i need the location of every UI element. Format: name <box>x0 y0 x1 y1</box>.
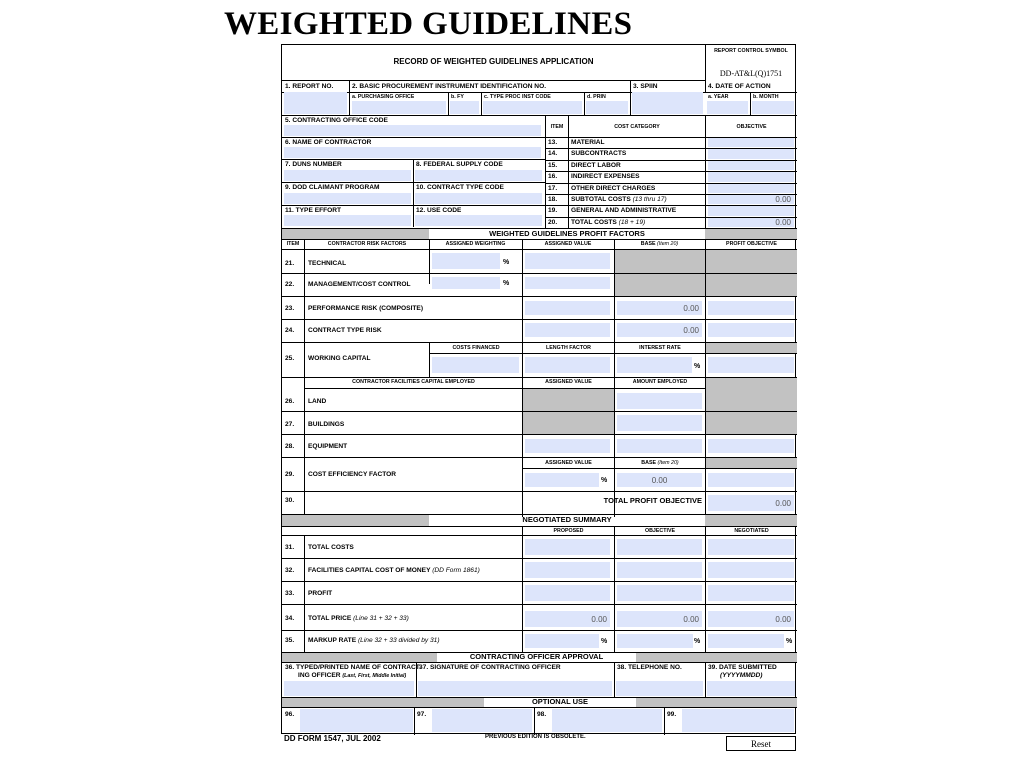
prin-input[interactable] <box>586 101 628 114</box>
date-of-action-label: 4. DATE OF ACTION <box>708 83 771 90</box>
row-26-number: 26. <box>285 398 295 405</box>
equipment-label: EQUIPMENT <box>308 443 348 450</box>
markup-rate-note: (Line 32 + 33 divided by 31) <box>357 637 440 644</box>
year-input[interactable] <box>707 101 748 114</box>
total-price-negotiated[interactable] <box>708 611 794 627</box>
total-price-label: TOTAL PRICE <box>308 615 352 622</box>
technical-label: TECHNICAL <box>308 260 347 267</box>
type-effort-input[interactable] <box>284 215 411 226</box>
row-35-number: 35. <box>285 637 295 644</box>
row-22-number: 22. <box>285 281 295 288</box>
typed-name-note: (Last, First, Middle Initial) <box>342 673 407 679</box>
report-no-label: 1. REPORT NO. <box>285 83 334 90</box>
cost-row-number: 20. <box>548 218 558 226</box>
total-price-objective[interactable] <box>617 611 702 627</box>
fac-header-assigned-value: ASSIGNED VALUE <box>545 379 592 385</box>
cost-row-objective-input[interactable] <box>708 206 794 215</box>
cost-efficiency-percent: % <box>601 477 608 484</box>
typed-name-label-line2: ING OFFICER <box>298 672 341 679</box>
management-weighting-input[interactable] <box>432 277 500 289</box>
cost-row-note: (18 + 19) <box>618 218 646 226</box>
equipment-objective-input[interactable] <box>708 439 794 453</box>
field-96-input[interactable] <box>300 709 413 732</box>
negotiated-summary-title: NEGOTIATED SUMMARY <box>522 516 612 524</box>
profit-factors-title: WEIGHTED GUIDELINES PROFIT FACTORS <box>489 230 645 238</box>
field-98-label: 98. <box>537 711 547 718</box>
facilities-cost-of-money-objective-input[interactable] <box>617 562 702 578</box>
cost-row-label: INDIRECT EXPENSES <box>571 173 640 181</box>
pf-header-risk-factors: CONTRACTOR RISK FACTORS <box>327 241 407 247</box>
approval-title: CONTRACTING OFFICER APPROVAL <box>469 653 604 661</box>
cost-row-label: GENERAL AND ADMINISTRATIVE <box>571 207 677 215</box>
contract-type-risk-label: CONTRACT TYPE RISK <box>308 327 382 334</box>
duns-number-input[interactable] <box>284 170 411 181</box>
length-factor-input[interactable] <box>525 357 610 373</box>
equipment-value-input[interactable] <box>525 439 610 453</box>
slide-title: WEIGHTED GUIDELINES <box>224 6 633 42</box>
total-costs-negotiated-input[interactable] <box>708 539 794 555</box>
row-25-number: 25. <box>285 355 295 362</box>
markup-rate-objective-input[interactable] <box>617 634 693 648</box>
cost-row-objective-input[interactable] <box>708 138 794 147</box>
cost-row-number: 18. <box>548 196 558 203</box>
cost-row-label: OTHER DIRECT CHARGES <box>571 184 656 192</box>
total-profit-objective-label: TOTAL PROFIT OBJECTIVE <box>603 497 702 505</box>
row-24-number: 24. <box>285 327 295 334</box>
markup-rate-label: MARKUP RATE <box>308 637 357 644</box>
cost-row-label: SUBCONTRACTS <box>571 150 627 158</box>
federal-supply-code-input[interactable] <box>415 170 542 181</box>
length-factor-label: LENGTH FACTOR <box>546 345 591 351</box>
cost-row-label: SUBTOTAL COSTS <box>571 196 631 203</box>
fy-input[interactable] <box>450 101 479 114</box>
type-proc-inst-code-label: c. TYPE PROC INST CODE <box>484 94 551 100</box>
costs-financed-input[interactable] <box>432 357 519 373</box>
fac-header-amount-employed: AMOUNT EMPLOYED <box>632 379 688 385</box>
purchasing-office-input[interactable] <box>352 101 446 114</box>
total-costs-proposed-input[interactable] <box>525 539 610 555</box>
land-amount-input[interactable] <box>617 393 702 409</box>
signature-input[interactable] <box>418 681 612 696</box>
contracting-office-code-input[interactable] <box>284 125 541 136</box>
contract-type-risk-value-input[interactable] <box>525 323 610 337</box>
signature-label: 37. SIGNATURE OF CONTRACTING OFFICER <box>419 664 561 671</box>
cost-row-number: 16. <box>548 173 558 181</box>
total-costs-label: TOTAL COSTS <box>308 544 354 551</box>
markup-rate-negotiated-input[interactable] <box>708 634 784 648</box>
field-99-input[interactable] <box>682 709 794 732</box>
buildings-label: BUILDINGS <box>308 421 345 428</box>
r29-header-base-note: (Item 20) <box>657 460 679 466</box>
facilities-cost-of-money-label: FACILITIES CAPITAL COST OF MONEY <box>308 567 431 574</box>
duns-number-label: 7. DUNS NUMBER <box>285 161 342 168</box>
report-no-input[interactable] <box>284 92 347 114</box>
cost-row-number: 14. <box>548 150 558 158</box>
month-input[interactable] <box>752 101 794 114</box>
contractor-name-input[interactable] <box>284 147 541 158</box>
federal-supply-code-label: 8. FEDERAL SUPPLY CODE <box>416 161 503 168</box>
form-title: RECORD OF WEIGHTED GUIDELINES APPLICATION <box>393 58 594 66</box>
ns-header-proposed: PROPOSED <box>553 528 584 534</box>
total-costs-number: 31. <box>285 544 295 551</box>
field-98-input[interactable] <box>552 709 662 732</box>
cost-row-note: (13 thru 17) <box>632 196 667 203</box>
r29-header-assigned-value: ASSIGNED VALUE <box>545 460 592 466</box>
management-percent: % <box>503 280 510 287</box>
cost-header-category: COST CATEGORY <box>614 124 660 130</box>
ns-header-negotiated: NEGOTIATED <box>734 528 769 534</box>
field-96-label: 96. <box>285 711 295 718</box>
profit-number: 33. <box>285 590 295 597</box>
use-code-input[interactable] <box>415 215 542 226</box>
cost-efficiency-value-input[interactable] <box>525 473 599 487</box>
markup-negotiated-percent: % <box>786 638 793 645</box>
facilities-cost-of-money-negotiated-input[interactable] <box>708 562 794 578</box>
performance-risk-base[interactable] <box>617 301 702 315</box>
year-label: a. YEAR <box>708 94 729 100</box>
report-control-symbol-label: REPORT CONTROL SYMBOL <box>714 48 788 54</box>
cost-header-item: ITEM <box>550 124 564 130</box>
typed-name-input[interactable] <box>284 681 414 696</box>
cost-row-objective-input[interactable] <box>708 172 794 181</box>
technical-weighting-input[interactable] <box>432 253 500 269</box>
profit-label: PROFIT <box>308 590 333 597</box>
cost-efficiency-objective-input[interactable] <box>708 473 794 487</box>
technical-value-input[interactable] <box>525 253 610 269</box>
field-97-label: 97. <box>417 711 427 718</box>
cost-row-objective-input[interactable] <box>708 184 794 193</box>
cost-row-objective-input[interactable] <box>708 218 794 227</box>
facilities-cost-of-money-number: 32. <box>285 567 295 574</box>
interest-rate-percent: % <box>694 363 701 370</box>
row-28-number: 28. <box>285 443 295 450</box>
total-price-proposed[interactable] <box>525 611 610 627</box>
cost-row-number: 19. <box>548 207 558 215</box>
markup-rate-proposed-input[interactable] <box>525 634 599 648</box>
cost-row-label: TOTAL COSTS <box>571 218 617 226</box>
land-label: LAND <box>308 398 327 405</box>
contract-type-code-input[interactable] <box>415 193 542 204</box>
procurement-id-label: 2. BASIC PROCUREMENT INSTRUMENT IDENTIFICATION NO. <box>352 83 547 90</box>
total-profit-objective[interactable] <box>708 495 794 511</box>
spiin-input[interactable] <box>632 92 703 114</box>
type-proc-inst-code-input[interactable] <box>483 101 582 114</box>
performance-risk-label: PERFORMANCE RISK (COMPOSITE) <box>308 305 424 312</box>
cost-row-number: 15. <box>548 161 558 169</box>
prin-label: d. PRIN <box>587 94 606 100</box>
form-number: DD FORM 1547, JUL 2002 <box>284 734 381 743</box>
working-capital-objective-input[interactable] <box>708 357 794 373</box>
field-99-label: 99. <box>667 711 677 718</box>
row-27-number: 27. <box>285 421 295 428</box>
total-price-note: (Line 31 + 32 + 33) <box>353 615 409 622</box>
performance-risk-objective-input[interactable] <box>708 301 794 315</box>
type-effort-label: 11. TYPE EFFORT <box>285 207 342 214</box>
equipment-amount-input[interactable] <box>617 439 702 453</box>
technical-percent: % <box>503 259 510 266</box>
cost-row-number: 17. <box>548 184 558 192</box>
profit-proposed-input[interactable] <box>525 585 610 601</box>
pf-header-assigned-value: ASSIGNED VALUE <box>544 241 592 247</box>
pf-header-profit-objective: PROFIT OBJECTIVE <box>726 241 777 247</box>
profit-objective-input[interactable] <box>617 585 702 601</box>
optional-use-title: OPTIONAL USE <box>531 698 589 706</box>
contracting-office-code-label: 5. CONTRACTING OFFICE CODE <box>285 117 388 124</box>
facilities-cost-of-money-note: (DD Form 1861) <box>432 567 480 574</box>
markup-proposed-percent: % <box>601 638 608 645</box>
r29-header-base: BASE <box>641 460 657 466</box>
date-submitted-input[interactable] <box>707 681 795 696</box>
row-23-number: 23. <box>285 305 295 312</box>
cost-efficiency-base[interactable] <box>617 473 702 487</box>
costs-financed-label: COSTS FINANCED <box>452 345 500 351</box>
contractor-name-label: 6. NAME OF CONTRACTOR <box>285 139 372 146</box>
ns-header-objective: OBJECTIVE <box>644 528 676 534</box>
dod-claimant-program-label: 9. DOD CLAIMANT PROGRAM <box>285 184 380 191</box>
buildings-amount-input[interactable] <box>617 415 702 431</box>
cost-row-objective-input[interactable] <box>708 149 794 158</box>
purchasing-office-label: a. PURCHASING OFFICE <box>352 94 415 100</box>
performance-risk-value-input[interactable] <box>525 301 610 315</box>
previous-edition-note: PREVIOUS EDITION IS OBSOLETE. <box>485 734 586 740</box>
contract-type-code-label: 10. CONTRACT TYPE CODE <box>416 184 504 191</box>
row-21-number: 21. <box>285 260 295 267</box>
telephone-input[interactable] <box>616 681 703 696</box>
cost-row-objective-input[interactable] <box>708 161 794 170</box>
total-costs-objective-input[interactable] <box>617 539 702 555</box>
markup-objective-percent: % <box>694 638 701 645</box>
management-cost-control-label: MANAGEMENT/COST CONTROL <box>308 281 411 288</box>
spiin-label: 3. SPIIN <box>633 83 658 90</box>
interest-rate-input[interactable] <box>617 357 692 373</box>
pf-header-weighting: ASSIGNED WEIGHTING <box>445 241 506 247</box>
row-34-number: 34. <box>285 615 295 622</box>
reset-button[interactable]: Reset <box>726 736 796 751</box>
cost-row-objective-input[interactable] <box>708 195 794 204</box>
dd-form-1547 <box>281 44 796 734</box>
pf-header-base-note: (Item 20) <box>657 241 679 247</box>
profit-negotiated-input[interactable] <box>708 585 794 601</box>
contract-type-risk-objective-input[interactable] <box>708 323 794 337</box>
use-code-label: 12. USE CODE <box>416 207 462 214</box>
report-symbol-code: DD-AT&L(Q)1751 <box>719 70 783 78</box>
working-capital-label: WORKING CAPITAL <box>308 355 371 362</box>
dod-claimant-program-input[interactable] <box>284 193 411 204</box>
cost-row-label: DIRECT LABOR <box>571 161 621 169</box>
pf-header-item: ITEM <box>286 241 300 247</box>
contract-type-risk-base[interactable] <box>617 323 702 337</box>
field-97-input[interactable] <box>432 709 532 732</box>
month-label: b. MONTH <box>753 94 779 100</box>
cost-efficiency-factor-label: COST EFFICIENCY FACTOR <box>308 471 397 478</box>
telephone-label: 38. TELEPHONE NO. <box>617 664 682 671</box>
interest-rate-label: INTEREST RATE <box>639 345 681 351</box>
facilities-cost-of-money-proposed-input[interactable] <box>525 562 610 578</box>
row-29-number: 29. <box>285 471 295 478</box>
cost-row-number: 13. <box>548 139 558 146</box>
row-30-number: 30. <box>285 497 295 504</box>
cost-row-label: MATERIAL <box>571 139 605 146</box>
cost-header-objective: OBJECTIVE <box>736 124 767 130</box>
pf-header-base: BASE <box>640 241 656 247</box>
date-submitted-label: 39. DATE SUBMITTED <box>708 664 777 671</box>
management-value-input[interactable] <box>525 277 610 289</box>
typed-name-label: 36. TYPED/PRINTED NAME OF CONTRACT- <box>285 664 422 671</box>
fy-label: b. FY <box>451 94 464 100</box>
facilities-capital-header: CONTRACTOR FACILITIES CAPITAL EMPLOYED <box>352 379 475 385</box>
date-format-label: (YYYYMMDD) <box>720 672 763 679</box>
